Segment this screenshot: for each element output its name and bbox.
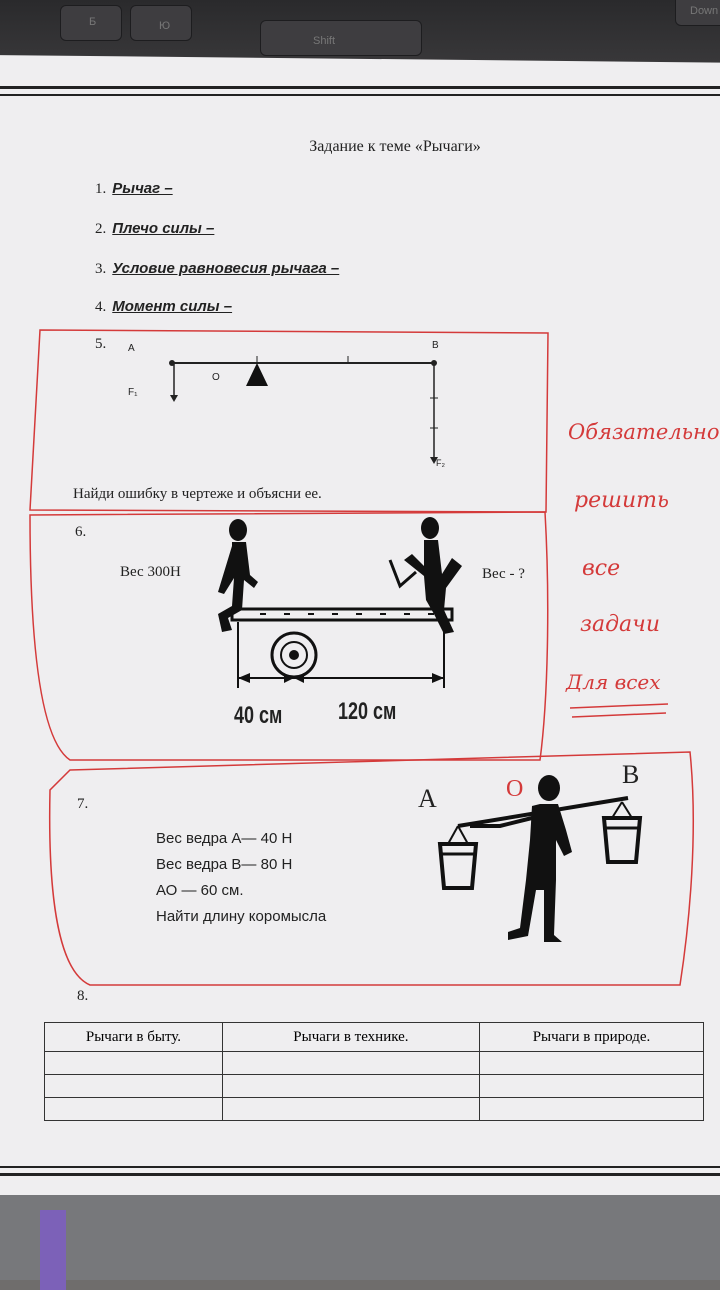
- purple-object: [40, 1210, 66, 1290]
- definition-term: Момент силы –: [112, 298, 233, 315]
- bottom-rule: [0, 1173, 720, 1176]
- column-header: Рычаги в природе.: [479, 1023, 703, 1052]
- key-down: [675, 0, 720, 26]
- task7-line-4: Найти длину коромысла: [156, 908, 327, 925]
- top-rule: [0, 86, 720, 89]
- key-yu-label: Ю: [159, 20, 171, 32]
- table-cell[interactable]: [479, 1098, 703, 1121]
- task-number: 5.: [95, 336, 107, 352]
- table-header-row: [45, 1023, 704, 1052]
- table-row: [45, 1075, 704, 1098]
- item-number: 2.: [95, 221, 107, 237]
- task5-instruction: Найди ошибку в чертеже и объясни ее.: [73, 486, 322, 502]
- task7-line-2: Вес ведра В— 80 Н: [156, 856, 293, 873]
- task-number: 7.: [77, 796, 89, 812]
- table-cell[interactable]: [45, 1052, 223, 1075]
- definition-item-1: [95, 180, 173, 198]
- table-cell[interactable]: [45, 1075, 223, 1098]
- table-cell[interactable]: [479, 1052, 703, 1075]
- definition-term: Рычаг –: [112, 180, 173, 197]
- weight-right-label: Вес - ?: [482, 566, 525, 582]
- item-number: 1.: [95, 181, 107, 197]
- bottom-rule-thin: [0, 1166, 720, 1168]
- task-number: 6.: [75, 524, 87, 540]
- weight-left-label: Вес 300Н: [120, 564, 181, 580]
- key-yu: [130, 5, 192, 41]
- table-row: [45, 1052, 704, 1075]
- definition-term: Плечо силы –: [112, 220, 215, 237]
- definition-item-2: [95, 220, 214, 238]
- item-number: 4.: [95, 299, 107, 315]
- point-a-label: A: [128, 343, 135, 354]
- table-cell[interactable]: [45, 1098, 223, 1121]
- handwriting-line-2: решить: [574, 488, 669, 513]
- column-header: Рычаги в быту.: [45, 1023, 223, 1052]
- force-f1-label: F₁: [128, 387, 138, 398]
- lever-diagram: [0, 340, 720, 480]
- yoke-point-b-label: B: [622, 760, 640, 789]
- distance-left-label: 40 см: [234, 702, 283, 729]
- yoke-point-a-label: A: [418, 784, 437, 813]
- force-f2-label: F₂: [436, 458, 445, 468]
- table-cell[interactable]: [222, 1075, 479, 1098]
- handwriting-line-5: Для всех: [566, 670, 661, 694]
- table-cell[interactable]: [479, 1075, 703, 1098]
- table-cell[interactable]: [222, 1098, 479, 1121]
- point-b-label: B: [432, 340, 439, 351]
- task-number: 8.: [77, 988, 89, 1004]
- pivot-o-label: O: [212, 372, 220, 383]
- handwriting-line-3: все: [582, 556, 621, 581]
- yoke-illustration: [0, 760, 720, 960]
- task7-line-3: АО — 60 см.: [156, 882, 244, 899]
- key-shift: [260, 20, 422, 56]
- levers-table: [44, 1022, 704, 1121]
- handwriting-line-4: задачи: [580, 612, 661, 637]
- task7-line-1: Вес ведра А— 40 Н: [156, 830, 293, 847]
- key-b-label: Б: [89, 16, 97, 28]
- page-title: Задание к теме «Рычаги»: [309, 138, 481, 155]
- top-rule-thin: [0, 94, 720, 96]
- table-surface: [0, 1195, 720, 1280]
- key-b: [60, 5, 122, 41]
- table-cell[interactable]: [222, 1052, 479, 1075]
- key-down-label: Down: [690, 5, 719, 17]
- item-number: 3.: [95, 261, 107, 277]
- distance-right-label: 120 см: [338, 698, 397, 725]
- handwriting-line-1: Обязательно: [568, 420, 720, 444]
- definition-item-4: [95, 298, 232, 316]
- column-header: Рычаги в технике.: [222, 1023, 479, 1052]
- key-shift-label: Shift: [313, 35, 336, 47]
- table-row: [45, 1098, 704, 1121]
- yoke-pivot-o-label: O: [506, 776, 524, 802]
- definition-item-3: [95, 260, 339, 278]
- definition-term: Условие равновесия рычага –: [112, 260, 340, 277]
